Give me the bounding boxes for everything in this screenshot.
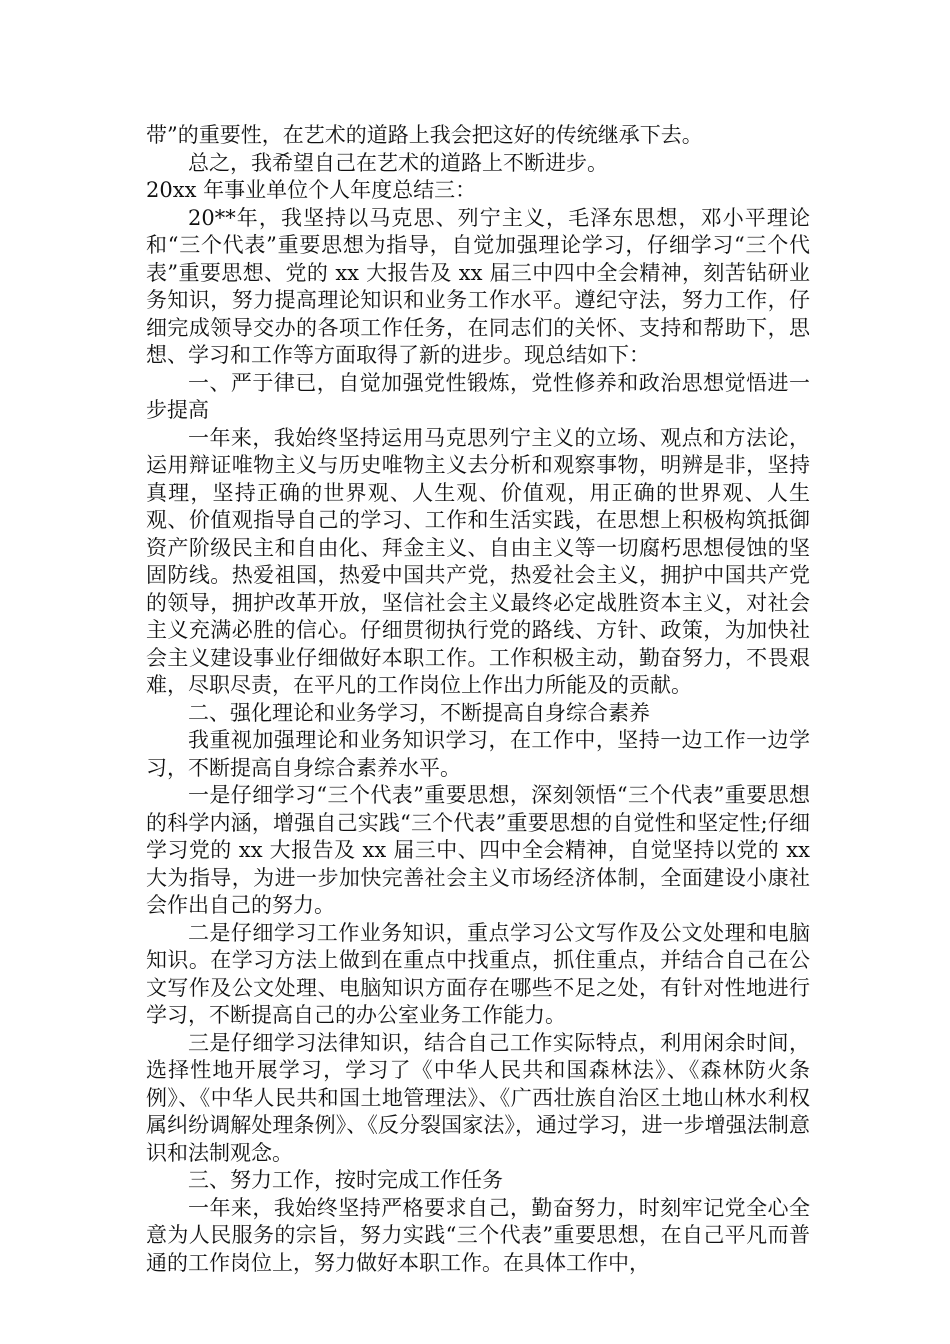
paragraph-conclusion: 总之，我希望自己在艺术的道路上不断进步。 [188,150,608,175]
paragraph-continuation: 带”的重要性，在艺术的道路上我会把这好的传统继承下去。 [146,123,703,147]
paragraph-body: 一是仔细学习“三个代表”重要思想，深刻领悟“三个代表”重要思想的科学内涵，增强自己实践“三个代表”重要思想的自觉性和坚定性;仔细学习党的 xx 大报告及 xx 届三中、四中全会精神，自觉坚持以党的 xx 大为指导，为进一步加快完善社会主义市场经济体制，全面建设小康社会作出自己的努力。 [146,783,810,917]
heading-two: 二、强化理论和业务学习，不断提高自身综合素养 [188,700,650,725]
section-title: 20xx 年事业单位个人年度总结三： [146,178,477,202]
paragraph-body: 三是仔细学习法律知识，结合自己工作实际特点，利用闲余时间，选择性地开展学习，学习了《中华人民共和国森林法》、《森林防火条例》、《中华人民共和国土地管理法》、《广西壮族自治区土地山林水利权属纠纷调解处理条例》、《反分裂国家法》，通过学习，进一步增强法制意识和法制观念。 [146,1030,810,1165]
paragraph-body: 一年来，我始终坚持严格要求自己，勤奋努力，时刻牢记党全心全意为人民服务的宗旨，努力实践“三个代表”重要思想，在自己平凡而普通的工作岗位上，努力做好本职工作。在具体工作中， [146,1195,810,1275]
paragraph-body: 二是仔细学习工作业务知识，重点学习公文写作及公文处理和电脑知识。在学习方法上做到在重点中找重点，抓住重点，并结合自己在公文写作及公文处理、电脑知识方面存在哪些不足之处，有针对性地进行学习，不断提高自己的办公室业务工作能力。 [146,920,810,1027]
heading-three: 三、努力工作，按时完成工作任务 [188,1168,503,1192]
paragraph-body: 我重视加强理论和业务知识学习，在工作中，坚持一边工作一边学习，不断提高自身综合素养水平。 [146,728,810,780]
document-page [146,122,810,1277]
paragraph-intro: 20**年，我坚持以马克思、列宁主义，毛泽东思想，邓小平理论和“三个代表”重要思想为指导，自觉加强理论学习，仔细学习“三个代表”重要思想、党的 xx 大报告及 xx 届三中四中全会精神，刻苦钻研业务知识，努力提高理论知识和业务工作水平。遵纪守法，努力工作，仔细完成领导交办的各项工作任务，在同志们的关怀、支持和帮助下，思想、学习和工作等方面取得了新的进步。现总结如下： [146,205,810,367]
heading-one: 一、严于律已，自觉加强党性锻炼，党性修养和政治思想觉悟进一步提高 [146,370,810,422]
paragraph-body: 一年来，我始终坚持运用马克思列宁主义的立场、观点和方法论，运用辩证唯物主义与历史唯物主义去分析和观察事物，明辨是非，坚持真理，坚持正确的世界观、人生观、价值观，用正确的世界观、人生观、价值观指导自己的学习、工作和生活实践，在思想上积极构筑抵御资产阶级民主和自由化、拜金主义、自由主义等一切腐朽思想侵蚀的坚固防线。热爱祖国，热爱中国共产党，热爱社会主义，拥护中国共产党的领导，拥护改革开放，坚信社会主义最终必定战胜资本主义，对社会主义充满必胜的信心。仔细贯彻执行党的路线、方针、政策，为加快社会主义建设事业仔细做好本职工作。工作积极主动，勤奋努力，不畏艰难，尽职尽责，在平凡的工作岗位上作出力所能及的贡献。 [146,425,810,697]
